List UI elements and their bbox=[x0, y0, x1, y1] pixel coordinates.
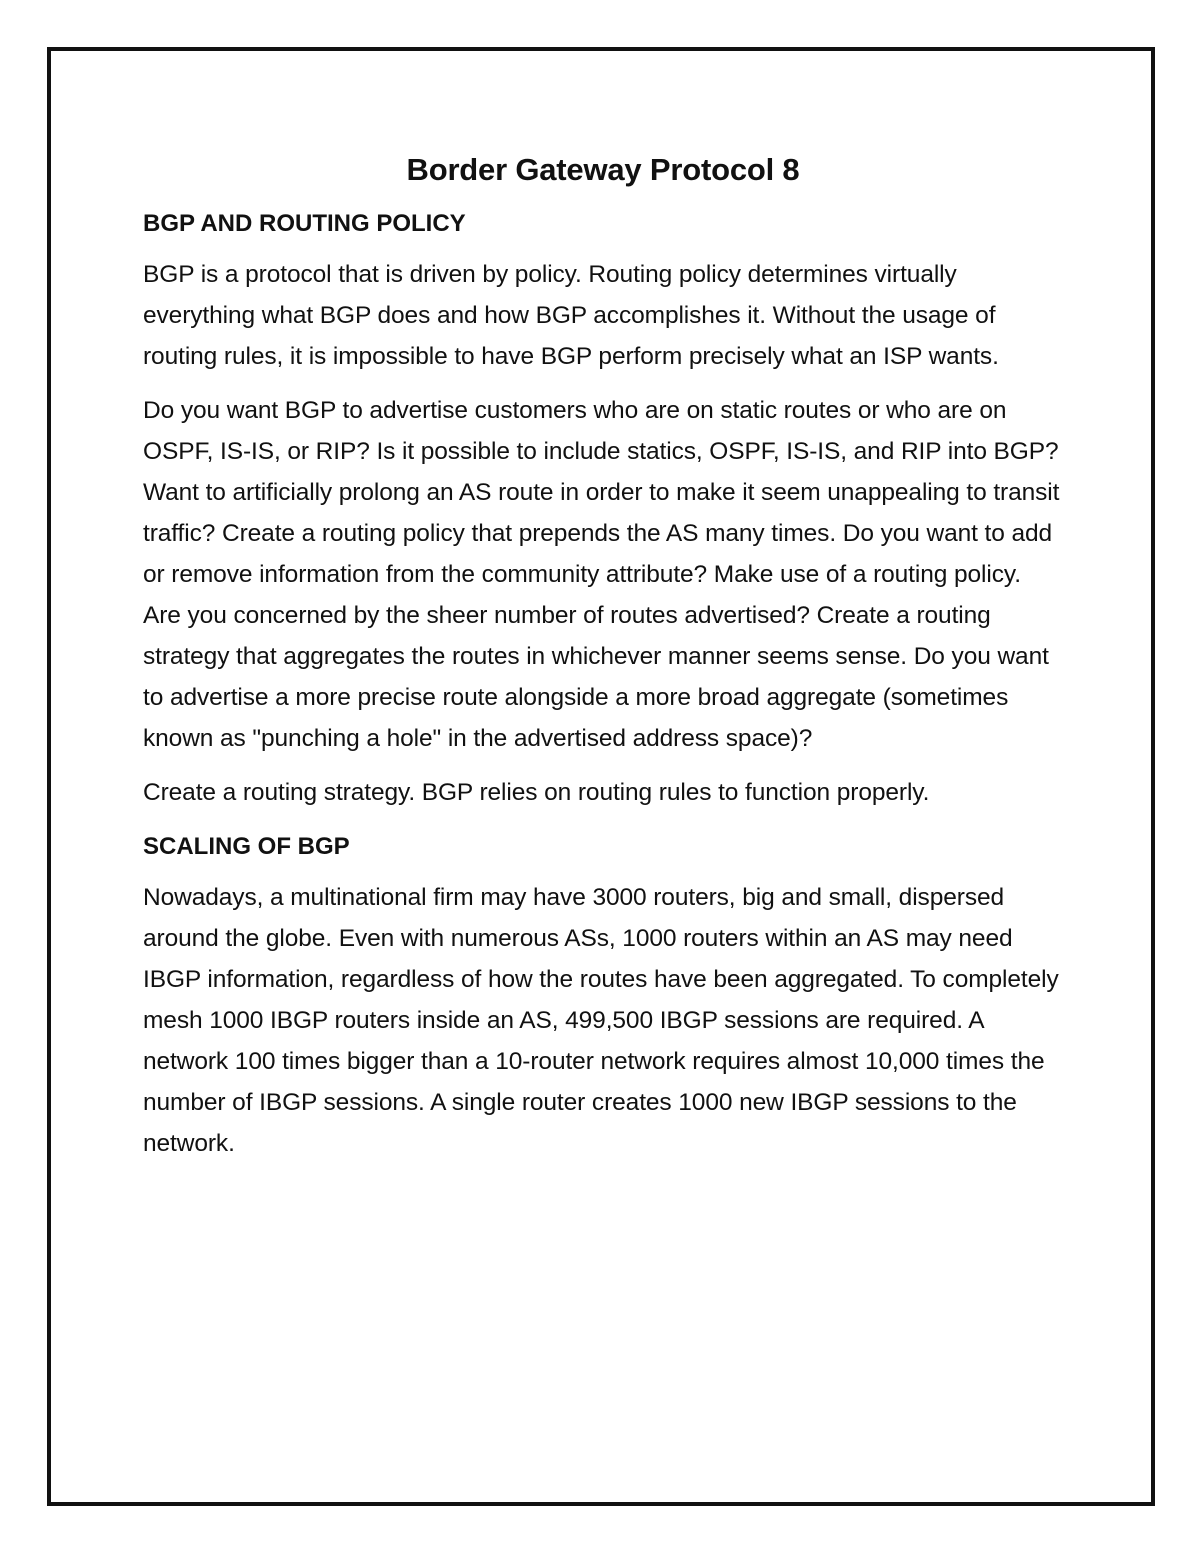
section-heading: BGP AND ROUTING POLICY bbox=[143, 210, 466, 237]
section-heading: SCALING OF BGP bbox=[143, 833, 350, 860]
page-title: Border Gateway Protocol 8 bbox=[406, 152, 800, 187]
section-scaling-of-bgp bbox=[143, 830, 1063, 1164]
paragraph: BGP is a protocol that is driven by policy. Routing policy determines virtually everything what BGP does and how BGP accomplishes it. Without the usage of routing rules, it is impossible to have BGP perform precisely what an ISP wants. bbox=[143, 261, 999, 370]
paragraph: Nowadays, a multinational firm may have 3000 routers, big and small, dispersed around the globe. Even with numerous ASs, 1000 routers within an AS may need IBGP information, regardless of how the routes have been aggregated. To completely mesh 1000 IBGP routers inside an AS, 499,500 IBGP sessions are required. A network 100 times bigger than a 10-router network requires almost 10,000 times the number of IBGP sessions. A single router creates 1000 new IBGP sessions to the network. bbox=[143, 884, 1059, 1157]
section-bgp-routing-policy bbox=[143, 207, 1063, 813]
document-body bbox=[143, 150, 1063, 1164]
paragraph: Create a routing strategy. BGP relies on routing rules to function properly. bbox=[143, 779, 930, 806]
paragraph: Do you want BGP to advertise customers who are on static routes or who are on OSPF, IS-IS, or RIP? Is it possible to include statics, OSPF, IS-IS, and RIP into BGP? Want to artificially prolong an AS route in order to make it seem unappealing to transit traffic? Create a routing policy that prepends the AS many times. Do you want to add or remove information from the community attribute? Make use of a routing policy. Are you concerned by the sheer number of routes advertised? Create a routing strategy that aggregates the routes in whichever manner seems sense. Do you want to advertise a more precise route alongside a more broad aggregate (sometimes known as "punching a hole" in the advertised address space)? bbox=[143, 397, 1060, 752]
